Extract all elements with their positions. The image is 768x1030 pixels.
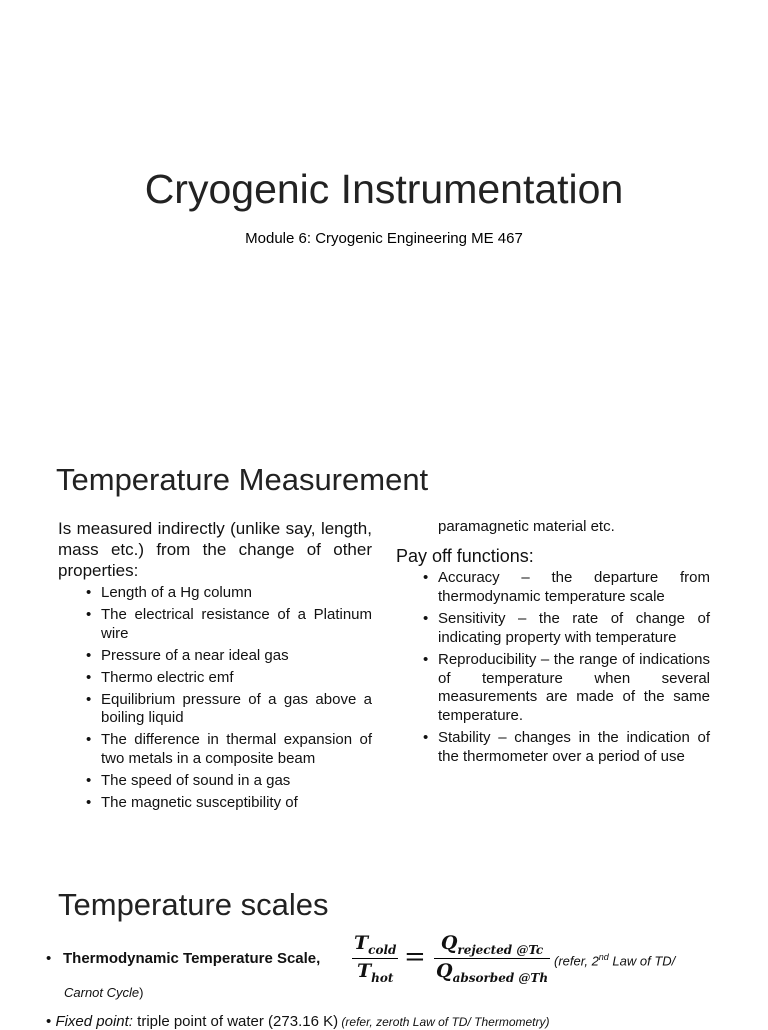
property-list <box>101 584 372 812</box>
list-item: • Thermo electric emf <box>101 669 372 688</box>
fixed-point-reference: (refer, zeroth Law of TD/ Thermometry) <box>338 1015 550 1029</box>
list-item: • Equilibrium pressure of a gas above a boiling liquid <box>101 691 372 728</box>
payoff-list <box>438 569 710 766</box>
equals-sign: = <box>404 942 426 972</box>
list-item: • Length of a Hg column <box>101 584 372 603</box>
list-item: • Sensitivity – the rate of change of indicating property with temperature <box>438 610 710 647</box>
fixed-point <box>46 1013 549 1030</box>
bullet-icon: • <box>46 950 52 967</box>
heat-ratio: $Q_{rejected @Tc}$ $Q_{absorbed @Th}$ <box>436 932 549 985</box>
temperature-ratio: $T_{cold}$ $T_{hot}$ <box>354 932 397 985</box>
left-column <box>58 518 372 816</box>
list-item: • Pressure of a near ideal gas <box>101 647 372 666</box>
list-item: • Stability – changes in the indication of the thermometer over a period of use <box>438 729 710 766</box>
continuation-text: paramagnetic material etc. <box>438 518 615 535</box>
slide-3-title: Temperature scales <box>58 887 329 922</box>
list-item: • Reproducibility – the range of indications of temperature when several measurements are made of the same temperature. <box>438 651 710 725</box>
intro-text: Is measured indirectly (unlike say, length, mass etc.) from the change of other properties: <box>58 519 372 580</box>
list-item: • The difference in thermal expansion of two metals in a composite beam <box>101 731 372 768</box>
bullet-icon: • <box>46 1013 52 1030</box>
reference-note: (refer, 2nd Law of TD/ <box>554 952 676 969</box>
slide-1-subtitle: Module 6: Cryogenic Engineering ME 467 <box>245 230 523 247</box>
fixed-point-text: triple point of water (273.16 K) <box>132 1013 339 1030</box>
list-item: • The speed of sound in a gas <box>101 772 372 791</box>
slide-1-title: Cryogenic Instrumentation <box>144 166 624 212</box>
list-item: • The magnetic susceptibility of <box>101 794 372 813</box>
list-item: • Accuracy – the departure from thermodynamic temperature scale <box>438 569 710 606</box>
slide-2-title: Temperature Measurement <box>56 462 429 497</box>
payoff-heading: Pay off functions: <box>396 546 534 566</box>
reference-continuation: Carnot Cycle) <box>64 985 144 1000</box>
fixed-point-label: Fixed point: <box>55 1013 133 1030</box>
right-column <box>396 518 710 770</box>
scale-label: Thermodynamic Temperature Scale, <box>63 950 321 967</box>
list-item: • The electrical resistance of a Platinum wire <box>101 606 372 643</box>
